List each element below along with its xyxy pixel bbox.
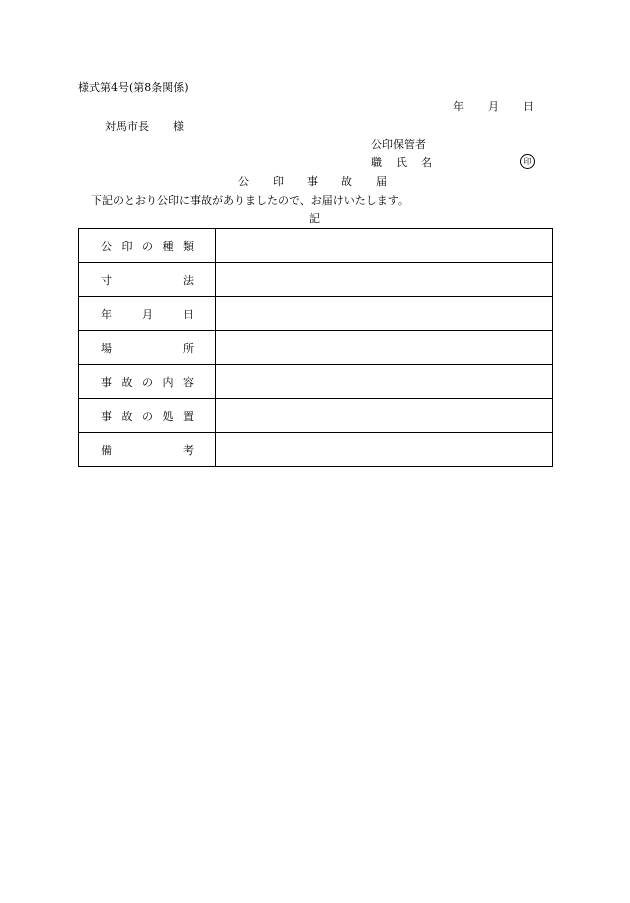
- date-month-label: 月: [488, 100, 499, 113]
- label-char: 法: [183, 273, 194, 287]
- table-row: [79, 365, 553, 399]
- table-row: [79, 399, 553, 433]
- label-char: 事: [101, 409, 112, 423]
- addressee-name: 対馬市長: [105, 120, 149, 133]
- title-label-char-3: 名: [421, 156, 432, 169]
- table-row: [79, 433, 553, 467]
- label-char: 故: [121, 409, 133, 423]
- date-day-label: 日: [523, 100, 534, 113]
- table-row: [79, 297, 553, 331]
- table-row: [79, 263, 553, 297]
- value-incident-handling[interactable]: [216, 399, 553, 433]
- label-char: 容: [183, 375, 194, 389]
- value-seal-type[interactable]: [216, 229, 553, 263]
- label-char: 備: [101, 443, 112, 457]
- custodian-label: 公印保管者: [371, 138, 426, 151]
- table-row: [79, 331, 553, 365]
- row-label-dimensions: [79, 263, 216, 297]
- label-char: の: [142, 409, 153, 423]
- label-char: 故: [121, 375, 133, 389]
- body-text: 下記のとおり公印に事故がありましたので、お届けいたします。: [91, 194, 409, 207]
- label-char: 考: [183, 443, 194, 457]
- title-label-char-2: 氏: [396, 156, 407, 169]
- label-char: 処: [162, 409, 174, 423]
- row-label-incident-details: [79, 365, 216, 399]
- value-remarks[interactable]: [216, 433, 553, 467]
- title-char-5: 届: [376, 175, 387, 188]
- label-char: 内: [162, 375, 174, 389]
- date-year-label: 年: [453, 100, 464, 113]
- form-number: 様式第4号(第8条関係): [78, 81, 189, 94]
- title-char-1: 公: [238, 175, 249, 188]
- title-label-char-1: 職: [371, 156, 382, 169]
- value-date[interactable]: [216, 297, 553, 331]
- label-char: の: [142, 239, 153, 253]
- title-char-3: 事: [307, 175, 318, 188]
- value-location[interactable]: [216, 331, 553, 365]
- label-char: の: [142, 375, 153, 389]
- title-char-4: 故: [341, 175, 352, 188]
- label-char: 場: [101, 341, 112, 355]
- label-char: 寸: [101, 273, 112, 287]
- label-char: 所: [183, 341, 194, 355]
- label-char: 印: [121, 239, 133, 253]
- value-dimensions[interactable]: [216, 263, 553, 297]
- label-char: 公: [101, 239, 112, 253]
- value-incident-details[interactable]: [216, 365, 553, 399]
- row-label-seal-type: [79, 229, 216, 263]
- label-char: 月: [142, 307, 153, 321]
- seal-mark: 印: [520, 154, 535, 169]
- title-char-2: 印: [273, 175, 284, 188]
- row-label-incident-handling: [79, 399, 216, 433]
- accident-report-table: [78, 228, 553, 467]
- label-char: 種: [162, 239, 174, 253]
- label-char: 類: [183, 239, 194, 253]
- table-row: [79, 229, 553, 263]
- label-char: 置: [183, 409, 194, 423]
- label-char: 事: [101, 375, 112, 389]
- row-label-date: [79, 297, 216, 331]
- row-label-remarks: [79, 433, 216, 467]
- row-label-location: [79, 331, 216, 365]
- label-char: 日: [183, 307, 194, 321]
- label-char: 年: [101, 307, 112, 321]
- addressee-honorific: 様: [173, 120, 184, 133]
- note-heading: 記: [309, 212, 320, 225]
